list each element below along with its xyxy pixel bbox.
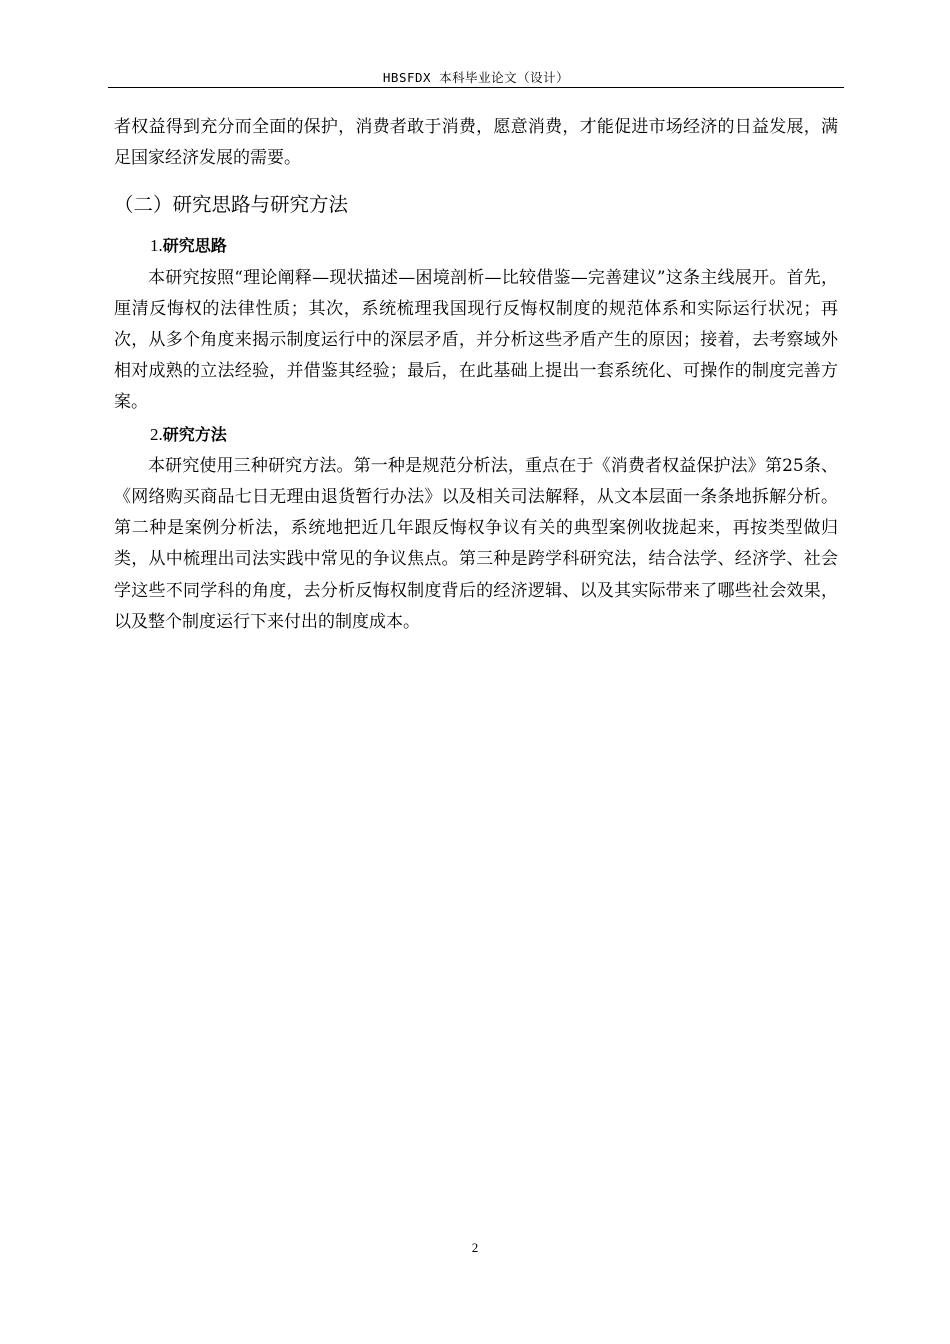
page-body — [114, 112, 838, 638]
header-divider — [108, 87, 844, 88]
subsection-heading-research-methods — [114, 419, 838, 451]
subsection-number: 2. — [150, 424, 163, 444]
page-header: HBSFDX 本科毕业论文（设计） — [382, 70, 570, 85]
subsection-title: 研究方法 — [162, 424, 227, 444]
section-heading: （二）研究思路与研究方法 — [114, 193, 349, 217]
page-number: 2 — [471, 1240, 479, 1255]
subsection-heading-research-approach — [114, 230, 838, 262]
subsection-title: 研究思路 — [162, 236, 227, 256]
subsection-number: 1. — [150, 236, 163, 256]
research-methods-paragraph: 本研究使用三种研究方法。第一种是规范分析法，重点在于《消费者权益保护法》第25条、《网络购买商品七日无理由退货暂行办法》以及相关司法解释，从文本层面一条条地拆解分析。第二种是案例分析法，系统地把近几年跟反悔权争议有关的典型案例收拢起来，再按类型做归类，从中梳理出司法实践中常见的争议焦点。第三种是跨学科研究法，结合法学、经济学、社会学这些不同学科的角度，去分析反悔权制度背后的经济逻辑、以及其实际带来了哪些社会效果，以及整个制度运行下来付出的制度成本。 — [114, 455, 838, 632]
intro-continuation-paragraph: 者权益得到充分而全面的保护，消费者敢于消费，愿意消费，才能促进市场经济的日益发展，满足国家经济发展的需要。 — [114, 117, 838, 169]
research-approach-paragraph: 本研究按照“理论阐释—现状描述—困境剖析—比较借鉴—完善建议”这条主线展开。首先，厘清反悔权的法律性质；其次，系统梳理我国现行反悔权制度的规范体系和实际运行状况；再次，从多个角度来揭示制度运行中的深层矛盾，并分析这些矛盾产生的原因；接着，去考察域外相对成熟的立法经验，并借鉴其经验；最后，在此基础上提出一套系统化、可操作的制度完善方案。 — [114, 267, 838, 413]
